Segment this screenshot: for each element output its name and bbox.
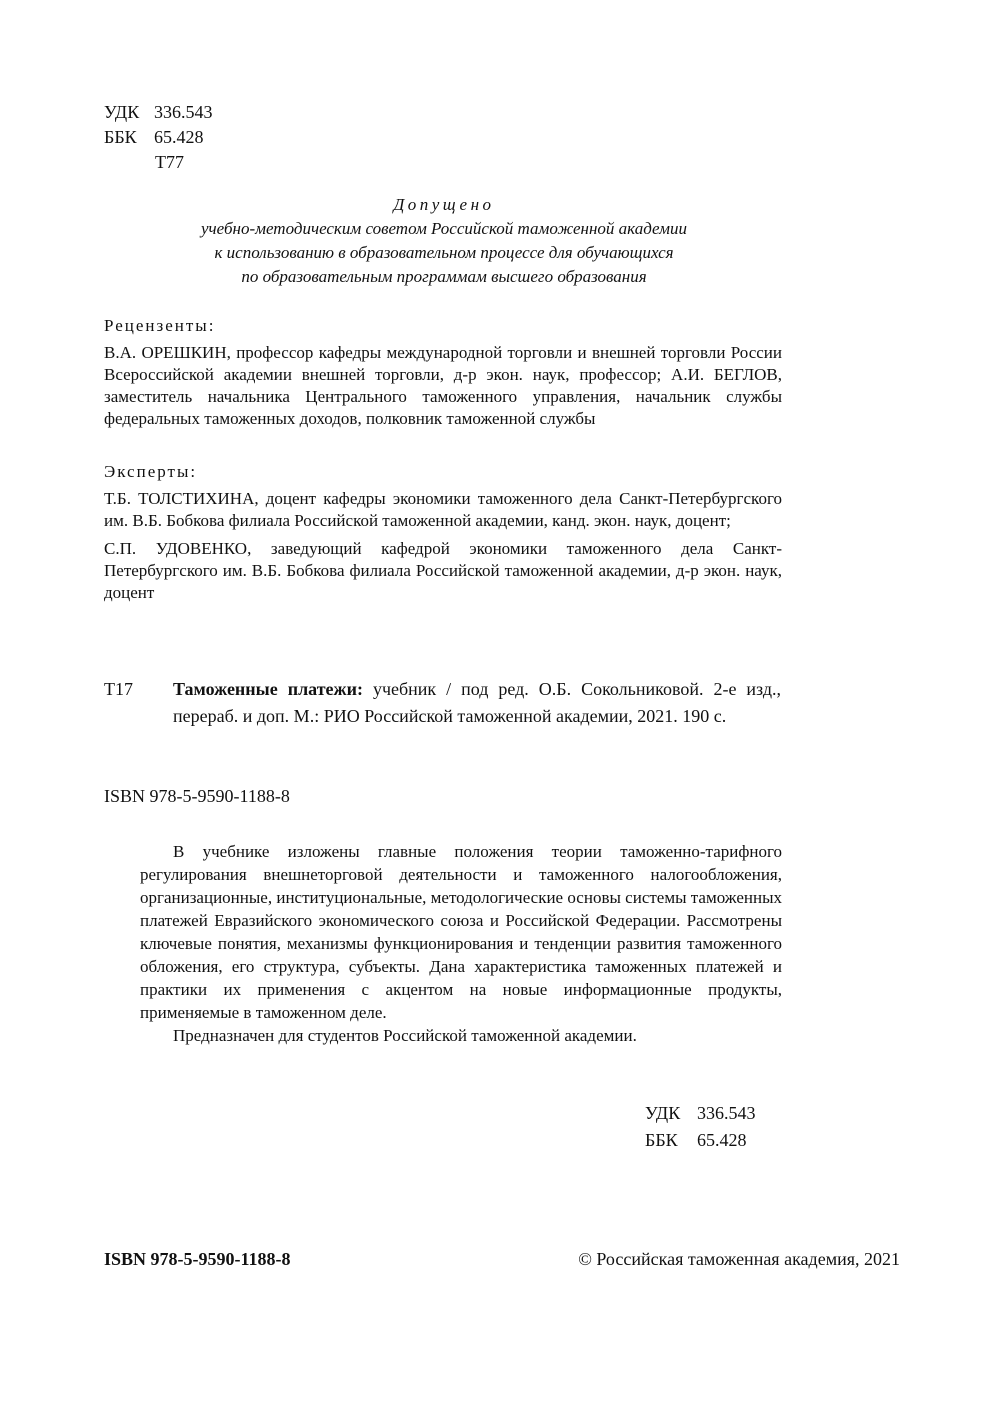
copyright: © Российская таможенная академия, 2021 xyxy=(578,1249,900,1269)
udk-value: 336.543 xyxy=(697,1103,756,1123)
annotation-paragraph: Предназначен для студентов Российской таможенной академии. xyxy=(173,1026,637,1045)
annotation xyxy=(140,840,782,1047)
classification-bottom xyxy=(645,1100,756,1154)
biblio-key: Т17 xyxy=(104,679,133,699)
approval-line: к использованию в образовательном процессе для обучающихся xyxy=(214,243,674,262)
udk-row xyxy=(645,1100,756,1127)
udk-row xyxy=(104,100,213,125)
udk-value: 336.543 xyxy=(154,102,213,122)
reviewers-paragraph: В.А. ОРЕШКИН, профессор кафедры международной торговли и внешней торговли России Всероссийской академии внешней торговли, д-р экон. наук, профессор; А.И. БЕГЛОВ, заместитель начальника Центрального таможенного управления, начальник службы федеральных таможенных доходов, полковник таможенной службы xyxy=(104,343,782,428)
bibliographic-entry xyxy=(173,676,781,730)
experts-list xyxy=(104,488,782,604)
bbk-label: ББК xyxy=(104,127,137,147)
isbn-bold: ISBN 978-5-9590-1188-8 xyxy=(104,1249,291,1269)
isbn-line: ISBN 978-5-9590-1188-8 xyxy=(104,786,290,806)
bbk-label: ББК xyxy=(645,1130,678,1150)
reviewers-title: Рецензенты: xyxy=(104,316,216,335)
bbk-value: 65.428 xyxy=(697,1130,747,1150)
approval-heading: Допущено xyxy=(393,195,495,214)
expert-item: Т.Б. ТОЛСТИХИНА, доцент кафедры экономики таможенного дела Санкт-Петербургского им. В.Б. Бобкова филиала Российской таможенной академии, канд. экон. наук, доцент; xyxy=(104,489,782,530)
approval-line: по образовательным программам высшего образования xyxy=(241,267,647,286)
annotation-paragraph: В учебнике изложены главные положения теории таможенно-тарифного регулирования внешнеторговой деятельности и таможенного налогообложения, организационные, институциональные, методологические основы системы таможенных платежей Евразийского экономического союза и Российской Федерации. Рассмотрены ключевые понятия, механизмы функционирования и тенденции развития таможенного обложения, его структура, субъекты. Дана характеристика таможенных платежей и практики их применения с акцентом на новые информационные продукты, применяемые в таможенном деле. xyxy=(140,842,782,1022)
bbk-value: 65.428 xyxy=(154,127,204,147)
udk-label: УДК xyxy=(104,102,140,122)
author-sign: Т77 xyxy=(155,152,184,172)
expert-item: С.П. УДОВЕНКО, заведующий кафедрой экономики таможенного дела Санкт-Петербургского им. В.Б. Бобкова филиала Российской таможенной академии, д-р экон. наук, доцент xyxy=(104,539,782,602)
udk-label: УДК xyxy=(645,1103,681,1123)
book-title: Таможенные платежи: xyxy=(173,679,363,699)
classification-top xyxy=(104,100,213,175)
experts-title: Эксперты: xyxy=(104,462,198,481)
reviewers-text xyxy=(104,342,782,430)
approval-line: учебно-методическим советом Российской таможенной академии xyxy=(201,219,687,238)
bbk-row xyxy=(104,125,213,150)
biblio-details: учебник / под ред. О.Б. Сокольниковой. 2-е изд., перераб. и доп. М.: РИО Российской таможенной академии, 2021. 190 с. xyxy=(173,679,782,726)
bbk-row xyxy=(645,1127,756,1154)
approval-block xyxy=(104,193,784,289)
